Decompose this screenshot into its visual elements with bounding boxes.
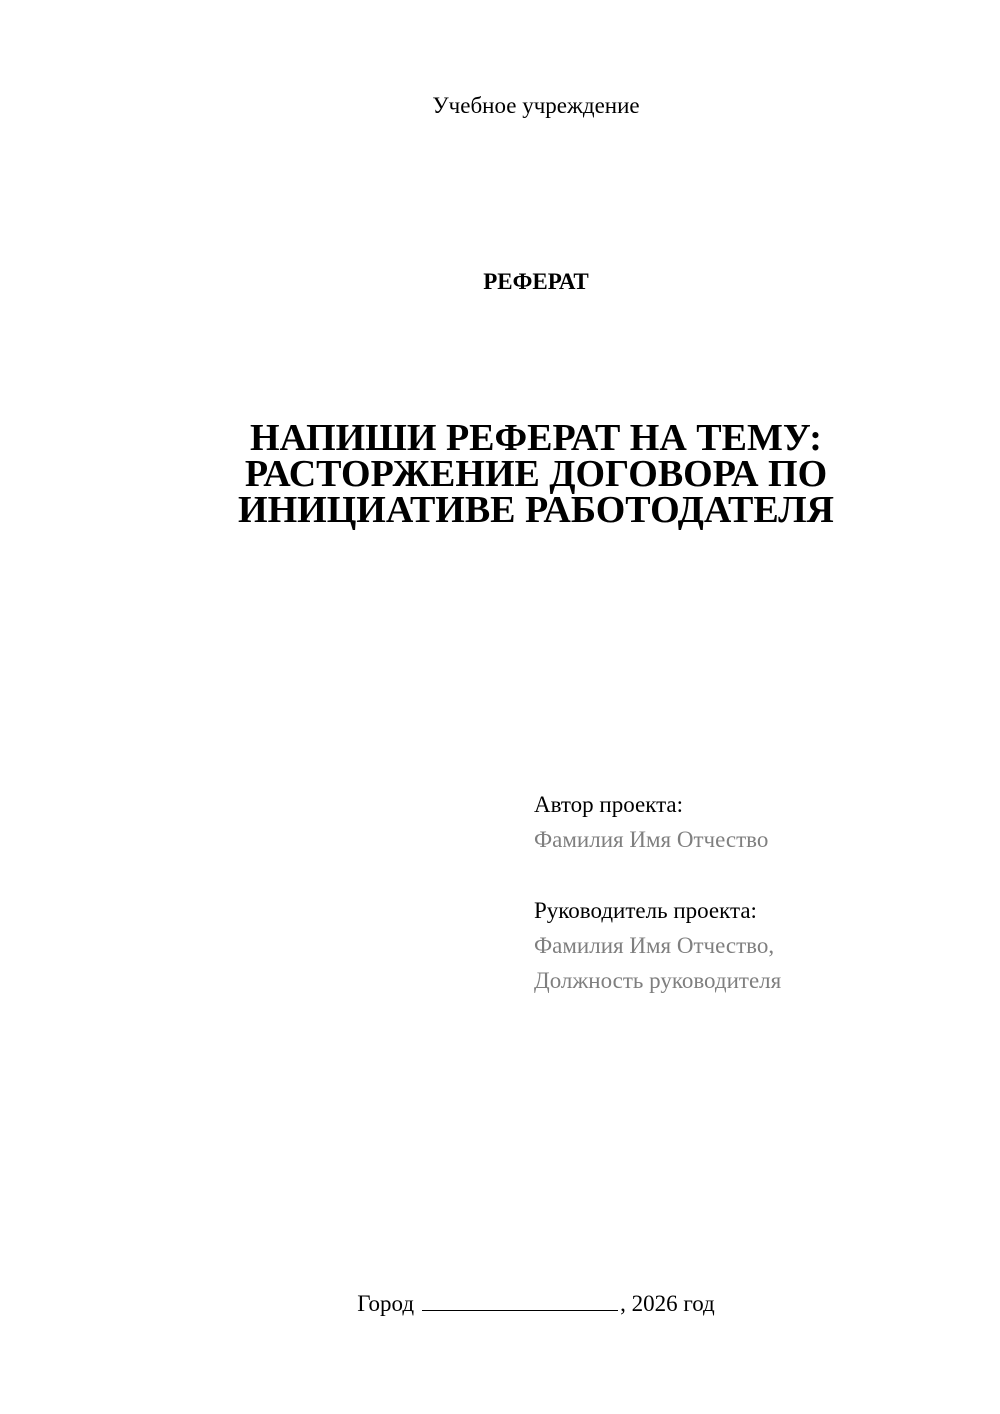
topic-line: НАПИШИ РЕФЕРАТ НА ТЕМУ: xyxy=(250,417,822,459)
year-text: , 2026 год xyxy=(620,1291,715,1316)
author-label: Автор проекта: xyxy=(534,792,683,817)
topic-title xyxy=(200,417,872,531)
author-name: Фамилия Имя Отчество xyxy=(534,827,769,852)
topic-line: ИНИЦИАТИВЕ РАБОТОДАТЕЛЯ xyxy=(238,489,834,531)
city-year-line xyxy=(0,1288,1000,1320)
institution-name: Учебное учреждение xyxy=(432,93,640,118)
city-label: Город xyxy=(357,1291,415,1316)
topic-line: РАСТОРЖЕНИЕ ДОГОВОРА ПО xyxy=(244,453,828,495)
city-blank-line xyxy=(422,1290,618,1311)
supervisor-name: Фамилия Имя Отчество, xyxy=(534,933,775,958)
supervisor-label: Руководитель проекта: xyxy=(534,898,757,923)
credits-block xyxy=(534,787,974,998)
document-type: РЕФЕРАТ xyxy=(483,269,589,294)
supervisor-position: Должность руководителя xyxy=(534,968,782,993)
